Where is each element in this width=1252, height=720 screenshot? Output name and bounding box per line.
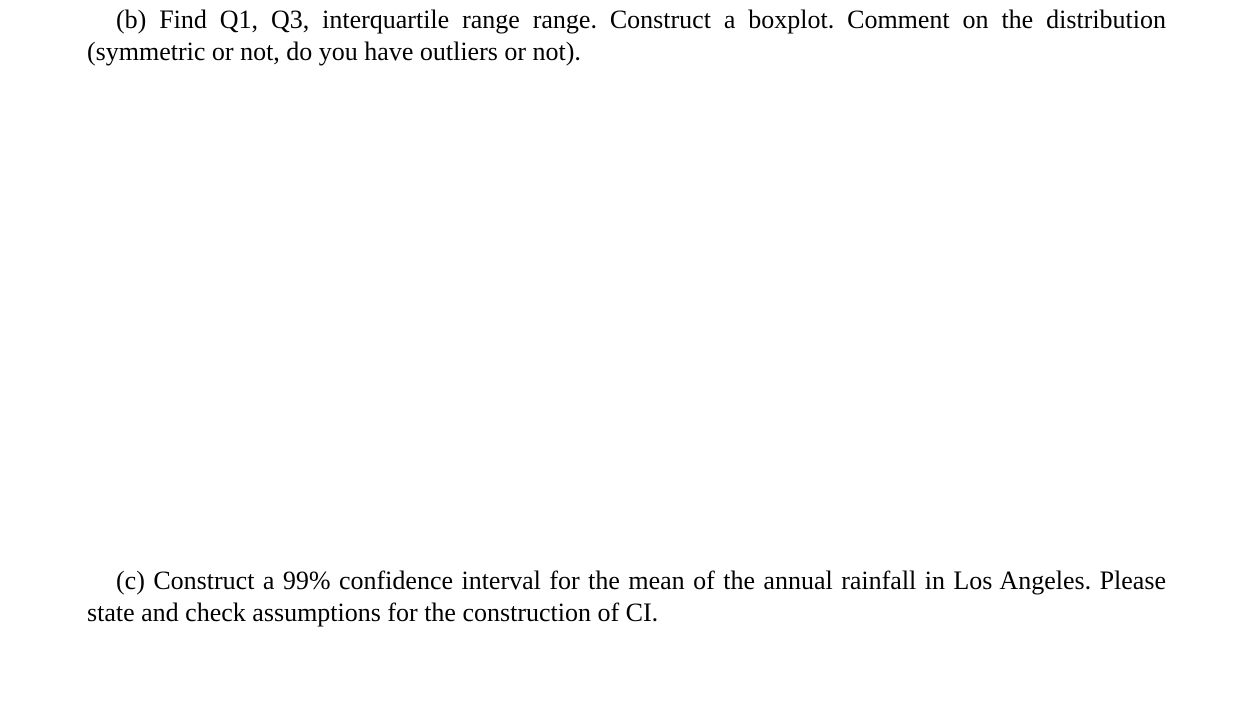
question-b: (b) Find Q1, Q3, interquartile range range. Construct a boxplot. Comment on the distribution (symmetric or not, do you have outliers or not).	[87, 5, 1166, 66]
question-c: (c) Construct a 99% confidence interval for the mean of the annual rainfall in Los Angeles. Please state and check assumptions for the construction of CI.	[87, 566, 1166, 627]
answer-space-b	[87, 72, 1166, 552]
